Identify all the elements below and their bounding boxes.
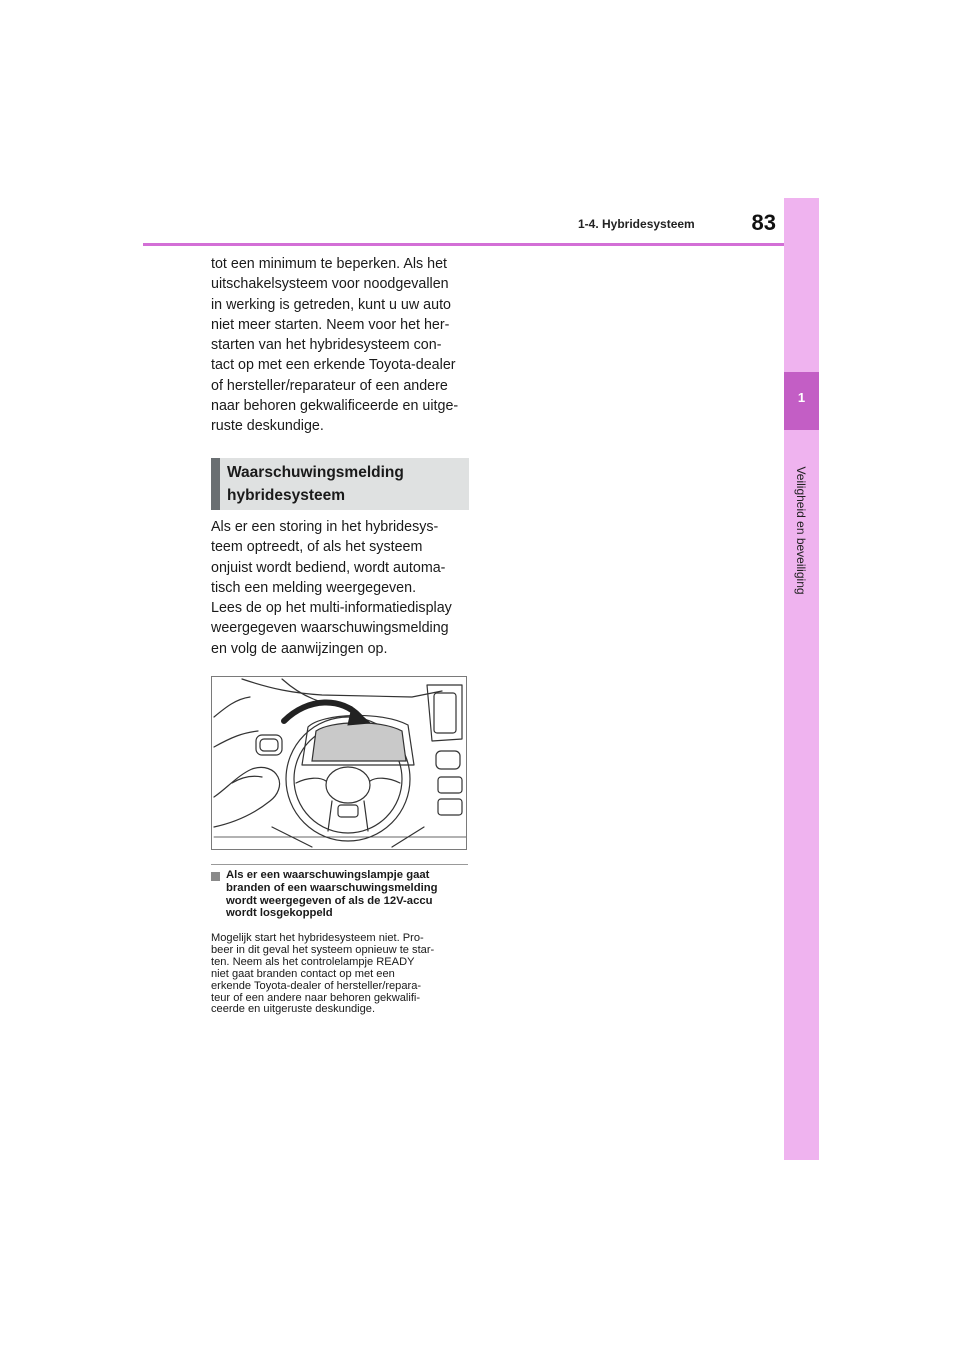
text-line: tot een minimum te beperken. Als het: [211, 256, 448, 272]
text-line: niet gaat branden contact op met een: [211, 967, 395, 980]
text-line: onjuist wordt bediend, wordt automa-: [211, 559, 446, 576]
text-line: erkende Toyota-dealer of hersteller/repara-: [211, 979, 422, 992]
text-line: ruste deskundige.: [211, 418, 324, 435]
section-heading: [211, 458, 469, 510]
text-line: naar behoren gekwalificeerde en uitge-: [211, 398, 459, 415]
text-line: branden of een waarschuwingsmelding: [226, 881, 438, 894]
chapter-number: 1: [797, 390, 806, 405]
text-line: teem optreedt, of als het systeem: [211, 539, 423, 556]
dashboard-drawing: [212, 677, 466, 849]
text-line: wordt losgekoppeld: [226, 907, 333, 920]
text-line: wordt weergegeven of als de 12V-accu: [226, 894, 433, 907]
text-line: Als er een storing in het hybridesys-: [211, 519, 439, 535]
text-line: beer in dit geval het systeem opnieuw te star-: [211, 943, 435, 956]
chapter-side-tab: [784, 198, 819, 1160]
note-heading: [226, 869, 470, 920]
text-line: starten van het hybridesysteem con-: [211, 337, 442, 354]
text-line: tisch een melding weergegeven.: [211, 579, 417, 596]
header-divider: [143, 243, 819, 246]
text-line: Lees de op het multi-informatiedisplay: [211, 600, 452, 616]
section-heading-text: [227, 461, 457, 507]
intro-paragraph: [211, 254, 473, 437]
note-divider: [211, 864, 468, 865]
text-line: teur of een andere naar behoren gekwalifi-: [211, 991, 421, 1004]
dashboard-illustration: [211, 676, 467, 850]
display-highlight: [312, 723, 406, 761]
heading-line: hybridesysteem: [227, 487, 346, 504]
warning-paragraph-1: [211, 517, 473, 598]
text-line: weergegeven waarschuwingsmelding: [211, 620, 449, 637]
text-line: in werking is getreden, kunt u uw auto: [211, 296, 452, 313]
text-line: of hersteller/reparateur of een andere: [211, 377, 448, 394]
text-line: ten. Neem als het controlelampje READY: [211, 955, 415, 968]
header-section-title: 1-4. Hybridesysteem: [578, 217, 695, 231]
page-number: 83: [751, 210, 776, 235]
text-line: tact op met een erkende Toyota-dealer: [211, 357, 456, 374]
arrow-icon: [284, 702, 360, 721]
warning-paragraph-2: [211, 598, 473, 659]
text-line: uitschakelsysteem voor noodgevallen: [211, 276, 449, 293]
note-square-icon: [211, 872, 220, 881]
heading-line: Waarschuwingsmelding: [227, 464, 404, 481]
chapter-title: Veiligheid en beveiliging: [794, 466, 808, 595]
text-line: ceerde en uitgeruste deskundige.: [211, 1003, 376, 1016]
text-line: Mogelijk start het hybridesysteem niet. Pro-: [211, 932, 424, 944]
text-line: Als er een waarschuwingslampje gaat: [226, 869, 430, 881]
text-line: niet meer starten. Neem voor het her-: [211, 316, 450, 333]
text-line: en volg de aanwijzingen op.: [211, 640, 388, 657]
note-body: [211, 933, 473, 1016]
